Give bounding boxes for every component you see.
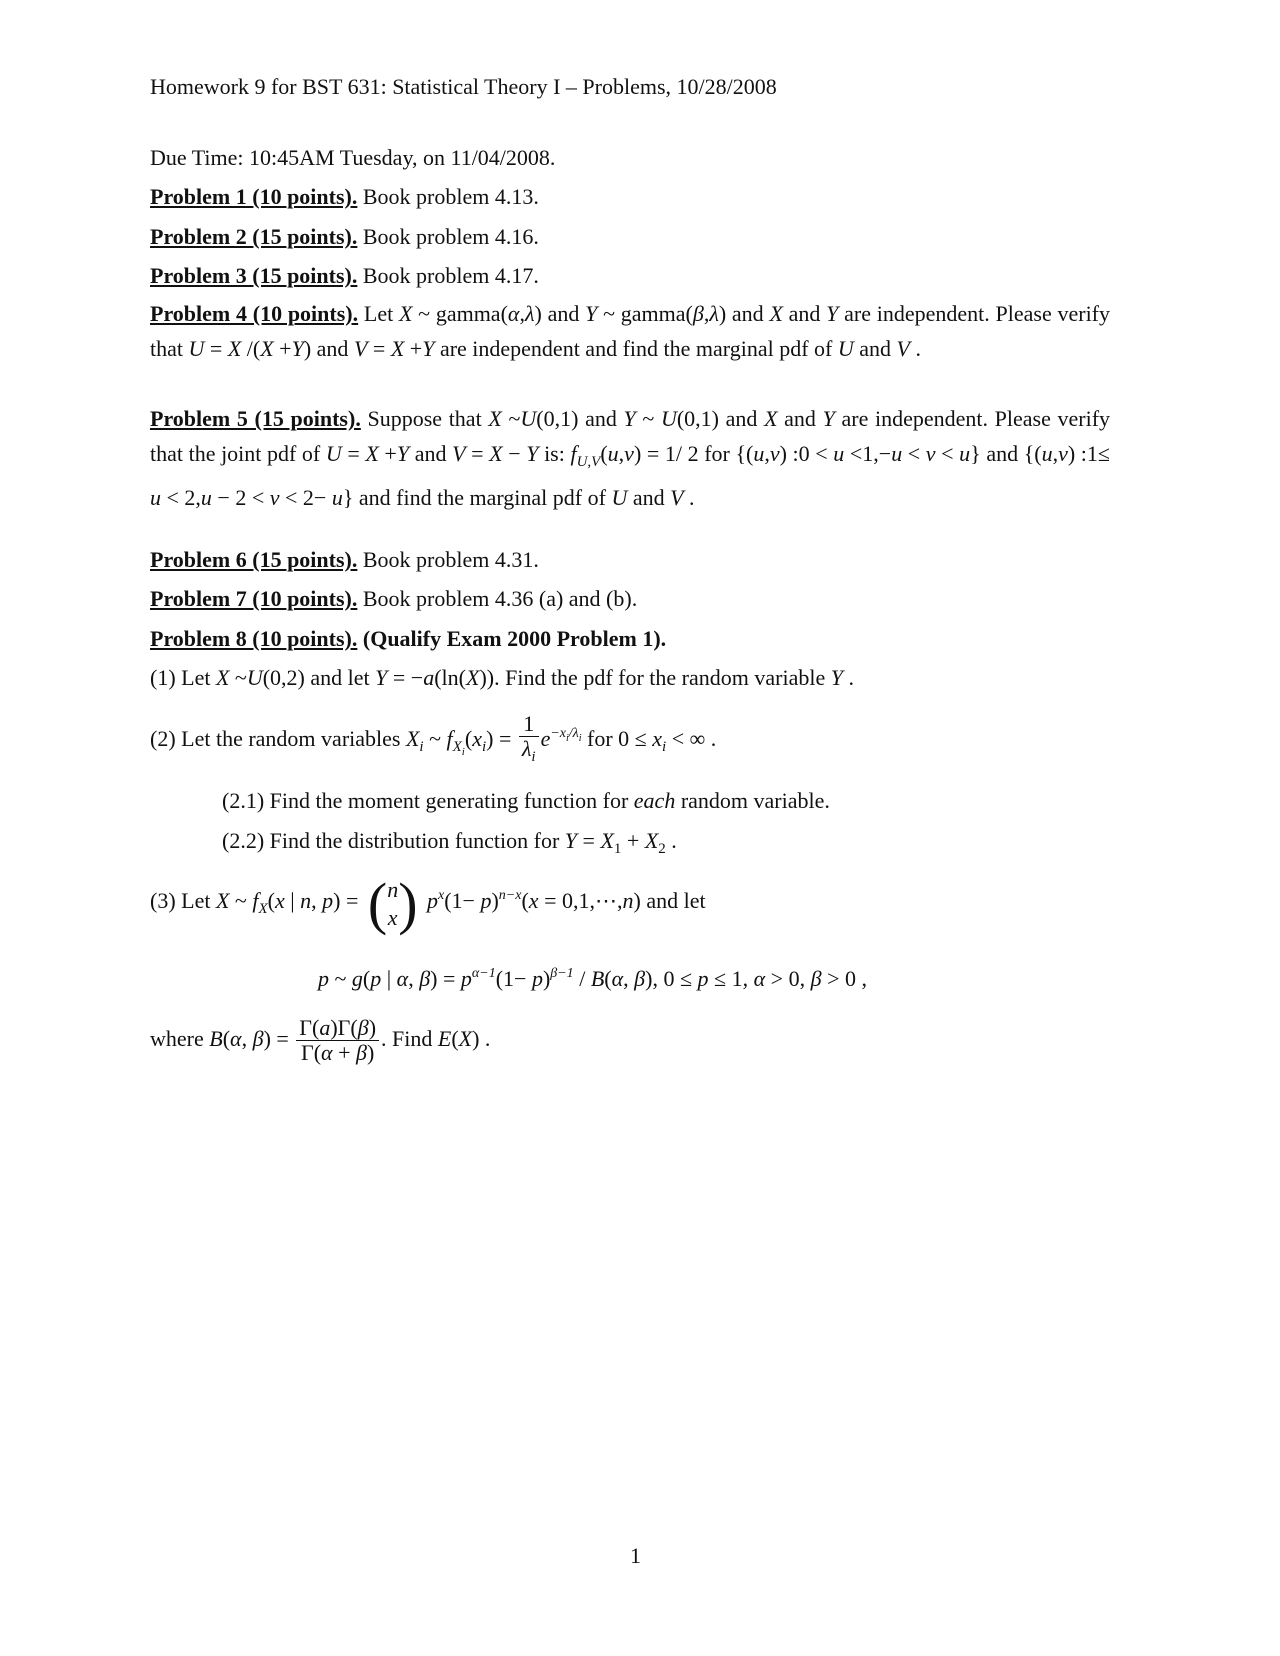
- problem-7-title: Problem 7 (10 points).: [150, 586, 358, 611]
- page-number: 1: [630, 1543, 641, 1568]
- binomial-coefficient: ( n x ): [367, 871, 418, 937]
- problem-1-title: Problem 1 (10 points).: [150, 184, 358, 209]
- problem-8-part-2-1: (2.1) Find the moment generating function for each random variable.: [222, 788, 830, 813]
- problem-2: [150, 222, 539, 252]
- problem-1: [150, 182, 539, 212]
- document-header: Homework 9 for BST 631: Statistical Theory I – Problems, 10/28/2008: [150, 74, 777, 99]
- problem-2-title: Problem 2 (15 points).: [150, 224, 358, 249]
- problem-8-part-2: (2) Let the random variables $X_i$ ~ $f_{X_i}(x_i)$ = $\frac{1}{\lambda_i}$ $e^{-x_i/\lambda_i}$ for $0 \le x_i$ < ∞ .: [150, 710, 716, 776]
- problem-7-text: Book problem 4.36 (a) and (b).: [362, 586, 638, 611]
- problem-1-text: Book problem 4.13.: [362, 184, 539, 209]
- fraction: $\frac{\Gamma(a)\Gamma(\beta)}{\Gamma(\alpha + \beta)}$: [296, 1016, 379, 1065]
- problem-6-text: Book problem 4.31.: [362, 547, 539, 572]
- problem-4: Problem 4 (10 points). Let X ~ gamma(α,λ) and Y ~ gamma(β,λ) and X and Y are independent. Please verify that U = X /(X +Y) and V = X +Y are independent and find the marginal pdf of U and V .: [150, 301, 1111, 361]
- problem-8: [150, 624, 666, 654]
- fraction: $\frac{1}{\lambda_i}$: [519, 712, 539, 769]
- problem-3-text: Book problem 4.17.: [362, 263, 539, 288]
- problem-3: [150, 261, 539, 291]
- problem-5-title: Problem 5 (15 points).: [150, 406, 361, 431]
- problem-8-part-1: (1) Let X ~U(0,2) and let Y = −a(ln(X)). Find the pdf for the random variable Y .: [150, 665, 854, 690]
- beta-function-definition: where B(α, β) = $\frac{\Gamma(a)\Gamma(\beta)}{\Gamma(\alpha + \beta)}$ . Find E(X) .: [150, 1015, 491, 1066]
- problem-2-text: Book problem 4.16.: [362, 224, 539, 249]
- problem-6-title: Problem 6 (15 points).: [150, 547, 358, 572]
- problem-7: [150, 584, 637, 614]
- prior-distribution: p ~ g(p | α, $\beta) = p^{\alpha-1}(1- p)^{\beta-1} / B(\alpha$, β), 0 ≤ p ≤ 1, α > 0, β > 0 ,: [318, 966, 867, 991]
- due-time: Due Time: 10:45AM Tuesday, on 11/04/2008.: [150, 145, 556, 170]
- problem-3-title: Problem 3 (15 points).: [150, 263, 358, 288]
- problem-6: [150, 545, 539, 575]
- problem-8-part-2-2: (2.2) Find the distribution function for $Y = X_1 + X_2$ .: [222, 828, 677, 857]
- problem-4-title: Problem 4 (10 points).: [150, 301, 359, 326]
- problem-8-title: Problem 8 (10 points).: [150, 626, 358, 651]
- problem-8-part-3: (3) Let X ~ $f_X(x$ | n, p) = ( n x ) $p^x(1- p)^{n-x}(x$ = 0,1,⋯,n) and let: [150, 871, 706, 937]
- math-expression: X: [398, 301, 413, 326]
- problem-5: Problem 5 (15 points). Suppose that X ~U(0,1) and Y ~ U(0,1) and X and Y are independent. Please verify that the joint pdf of U = X +Y and V = X − Y is: $f_{U,V}(u,v) = 1/$ 2 for {(u,v) :0 < u <1,−u < v < u} and {(u,v) :1≤ u < 2,u − 2 < v < 2− u} and find the marginal pdf of U and V .: [150, 406, 1111, 510]
- problem-8-text: (Qualify Exam 2000 Problem 1).: [362, 626, 667, 651]
